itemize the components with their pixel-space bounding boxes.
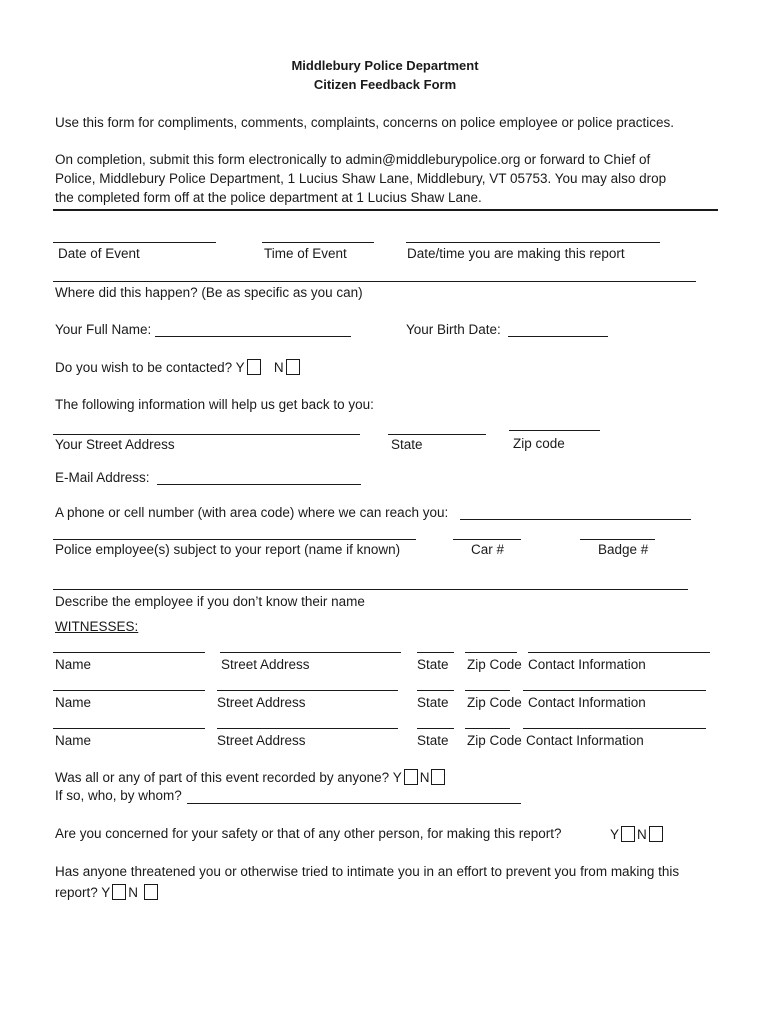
recorded-yes-checkbox[interactable] bbox=[404, 769, 418, 785]
contact-no-checkbox[interactable] bbox=[286, 359, 300, 375]
threat-yes-label: report? Y bbox=[55, 885, 111, 900]
safety-answer bbox=[610, 826, 665, 842]
threat-question-line-1: Has anyone threatened you or otherwise tried to intimate you in an effort to prevent you from making this bbox=[55, 864, 680, 879]
report-time-field[interactable] bbox=[406, 242, 660, 243]
witness-2-zip-label: Zip Code bbox=[467, 695, 522, 710]
street-address-field[interactable] bbox=[53, 434, 360, 435]
location-field[interactable] bbox=[53, 281, 696, 282]
witness-1-state-field[interactable] bbox=[417, 652, 454, 653]
witness-3-street-label: Street Address bbox=[217, 733, 306, 748]
state-label: State bbox=[391, 437, 423, 452]
witness-1-name-field[interactable] bbox=[53, 652, 205, 653]
form-title: Middlebury Police Department bbox=[291, 58, 479, 73]
witness-2-state-field[interactable] bbox=[417, 690, 454, 691]
employee-name-field[interactable] bbox=[53, 539, 416, 540]
contact-no-label: N bbox=[273, 360, 284, 375]
safety-yes-checkbox[interactable] bbox=[621, 826, 635, 842]
witness-3-street-field[interactable] bbox=[217, 728, 398, 729]
submit-text-line-1: On completion, submit this form electronically to admin@middleburypolice.org or forward to Chief of bbox=[55, 152, 651, 167]
car-number-field[interactable] bbox=[453, 539, 521, 540]
witness-1-street-label: Street Address bbox=[221, 657, 310, 672]
witness-1-contact-label: Contact Information bbox=[528, 657, 646, 672]
witness-2-contact-label: Contact Information bbox=[528, 695, 646, 710]
witness-2-name-label: Name bbox=[55, 695, 92, 710]
submit-text-line-3: the completed form off at the police department at 1 Lucius Shaw Lane. bbox=[55, 190, 482, 205]
safety-yes-label: Y bbox=[610, 827, 620, 842]
recorded-question-label: Was all or any of part of this event recorded by anyone? Y bbox=[55, 770, 402, 785]
purpose-text: Use this form for compliments, comments, complaints, concerns on police employee or police practices. bbox=[55, 115, 674, 130]
recorded-who-field[interactable] bbox=[187, 803, 521, 804]
followup-note: The following information will help us get back to you: bbox=[55, 397, 374, 412]
zip-code-field[interactable] bbox=[509, 430, 600, 431]
witness-3-name-field[interactable] bbox=[53, 728, 205, 729]
recorded-question bbox=[55, 769, 447, 785]
date-of-event-label: Date of Event bbox=[58, 246, 140, 261]
street-address-label: Your Street Address bbox=[55, 437, 175, 452]
witness-1-contact-field[interactable] bbox=[528, 652, 710, 653]
witness-1-street-field[interactable] bbox=[220, 652, 401, 653]
phone-field[interactable] bbox=[460, 519, 691, 520]
witnesses-heading: WITNESSES: bbox=[55, 619, 139, 634]
birth-date-field[interactable] bbox=[508, 336, 608, 337]
birth-date-label: Your Birth Date: bbox=[406, 322, 501, 337]
witness-3-zip-label: Zip Code bbox=[467, 733, 522, 748]
phone-label: A phone or cell number (with area code) where we can reach you: bbox=[55, 505, 449, 520]
witness-3-state-label: State bbox=[417, 733, 449, 748]
recorded-no-checkbox[interactable] bbox=[431, 769, 445, 785]
witness-3-zip-field[interactable] bbox=[465, 728, 510, 729]
witness-2-contact-field[interactable] bbox=[523, 690, 706, 691]
witness-3-name-label: Name bbox=[55, 733, 92, 748]
contact-yes-checkbox[interactable] bbox=[247, 359, 261, 375]
witness-2-street-field[interactable] bbox=[217, 690, 398, 691]
contact-question bbox=[55, 359, 302, 375]
employee-description-label: Describe the employee if you don’t know their name bbox=[55, 594, 365, 609]
threat-no-label: N bbox=[128, 885, 139, 900]
report-time-label: Date/time you are making this report bbox=[407, 246, 625, 261]
section-divider bbox=[53, 209, 718, 211]
witness-1-zip-label: Zip Code bbox=[467, 657, 522, 672]
threat-question-line-2 bbox=[55, 884, 160, 900]
witness-2-street-label: Street Address bbox=[217, 695, 306, 710]
employee-description-field[interactable] bbox=[53, 589, 688, 590]
location-label: Where did this happen? (Be as specific as you can) bbox=[55, 285, 363, 300]
safety-no-label: N bbox=[637, 827, 647, 842]
submit-text-line-2: Police, Middlebury Police Department, 1 Lucius Shaw Lane, Middlebury, VT 05753. You may also drop bbox=[55, 171, 667, 186]
full-name-field[interactable] bbox=[155, 336, 351, 337]
full-name-label: Your Full Name: bbox=[55, 322, 152, 337]
witness-2-zip-field[interactable] bbox=[465, 690, 510, 691]
witness-2-state-label: State bbox=[417, 695, 449, 710]
safety-no-checkbox[interactable] bbox=[649, 826, 663, 842]
threat-yes-checkbox[interactable] bbox=[112, 884, 126, 900]
witness-2-name-field[interactable] bbox=[53, 690, 205, 691]
witness-3-state-field[interactable] bbox=[417, 728, 454, 729]
badge-number-field[interactable] bbox=[580, 539, 655, 540]
threat-no-checkbox[interactable] bbox=[144, 884, 158, 900]
witness-1-zip-field[interactable] bbox=[465, 652, 517, 653]
witness-1-name-label: Name bbox=[55, 657, 92, 672]
email-label: E-Mail Address: bbox=[55, 470, 150, 485]
recorded-who-label: If so, who, by whom? bbox=[55, 788, 182, 803]
date-of-event-field[interactable] bbox=[53, 242, 216, 243]
email-field[interactable] bbox=[157, 484, 361, 485]
car-number-label: Car # bbox=[471, 542, 505, 557]
recorded-no-label: N bbox=[419, 770, 430, 785]
contact-question-label: Do you wish to be contacted? Y bbox=[55, 360, 245, 375]
witness-3-contact-field[interactable] bbox=[523, 728, 706, 729]
time-of-event-field[interactable] bbox=[262, 242, 374, 243]
witness-3-contact-label: Contact Information bbox=[526, 733, 644, 748]
safety-question-label: Are you concerned for your safety or that of any other person, for making this report? bbox=[55, 826, 562, 841]
employee-name-label: Police employee(s) subject to your report (name if known) bbox=[55, 542, 401, 557]
form-subtitle: Citizen Feedback Form bbox=[313, 77, 457, 92]
zip-code-label: Zip code bbox=[513, 436, 565, 451]
witness-1-state-label: State bbox=[417, 657, 449, 672]
time-of-event-label: Time of Event bbox=[264, 246, 347, 261]
badge-number-label: Badge # bbox=[598, 542, 649, 557]
state-field[interactable] bbox=[388, 434, 486, 435]
